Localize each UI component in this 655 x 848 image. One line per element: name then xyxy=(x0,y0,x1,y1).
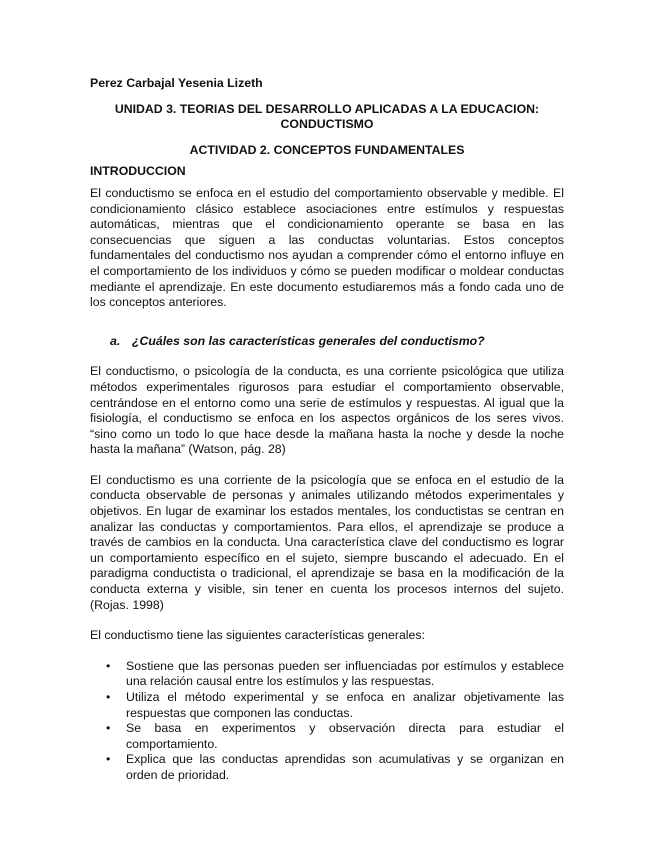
bullet-icon: • xyxy=(106,752,111,767)
list-item xyxy=(90,752,564,783)
intro-heading: INTRODUCCION xyxy=(90,164,186,179)
intro-paragraph: El conductismo se enfoca en el estudio del comportamiento observable y medible. El condicionamiento clásico establece asociaciones entre estímulos y respuestas automáticas, mientras que el condicionamiento operante se basa en las consecuencias que siguen a las conductas voluntarias. Estos conceptos fundamentales del conductismo nos ayudan a comprender cómo el entorno influye en el comportamiento de los individuos y cómo se pueden modificar o moldear conductas mediante el aprendizaje. En este documento estudiaremos más a fondo cada uno de los conceptos anteriores. xyxy=(90,185,564,310)
list-item xyxy=(90,690,564,721)
characteristics-list xyxy=(90,659,564,784)
question-a xyxy=(90,334,564,350)
activity-title: ACTIVIDAD 2. CONCEPTOS FUNDAMENTALES xyxy=(189,142,465,157)
bullet-icon: • xyxy=(106,721,111,736)
unit-title: UNIDAD 3. TEORIAS DEL DESARROLLO APLICADAS A LA EDUCACION: CONDUCTISMO xyxy=(114,101,540,132)
list-item-text: Explica que las conductas aprendidas son acumulativas y se organizan en orden de prioridad. xyxy=(126,752,564,782)
paragraph-2: El conductismo es una corriente de la psicología que se enfoca en el estudio de la conducta observable de personas y animales utilizando métodos experimentales y objetivos. En lugar de examinar los estados mentales, los conductistas se centran en analizar las conductas y comportamientos. Para ellos, el aprendizaje se produce a través de cambios en la conducta. Una característica clave del conductismo es lograr un comportamiento específico en el sujeto, siempre buscando el adecuado. En el paradigma conductista o tradicional, el aprendizaje se basa en la modificación de la conducta externa y visible, sin tener en cuenta los procesos internos del sujeto. (Rojas. 1998) xyxy=(90,472,564,612)
list-item-text: Sostiene que las personas pueden ser influenciadas por estímulos y establece una relación causal entre los estímulos y las respuestas. xyxy=(126,658,564,689)
document-body xyxy=(90,76,564,784)
list-item-text: Utiliza el método experimental y se enfoca en analizar objetivamente las respuestas que componen las conductas. xyxy=(126,690,564,720)
bullet-icon: • xyxy=(106,658,111,673)
list-item xyxy=(90,721,564,752)
question-a-text: ¿Cuáles son las características generales del conductismo? xyxy=(132,333,485,348)
paragraph-3: El conductismo tiene las siguientes características generales: xyxy=(90,628,425,643)
paragraph-1: El conductismo, o psicología de la conducta, es una corriente psicológica que utiliza métodos experimentales rigurosos para estudiar el comportamiento observable, centrándose en el entorno como una serie de estímulos y respuestas. Al igual que la fisiología, el conductismo se enfoca en los aspectos orgánicos de los seres vivos. “sino como un todo lo que hace desde la mañana hasta la noche y desde la noche hasta la mañana” (Watson, pág. 28) xyxy=(90,364,564,457)
bullet-icon: • xyxy=(106,690,111,704)
list-item xyxy=(90,659,564,690)
question-a-letter: a. xyxy=(110,333,121,348)
author-name: Perez Carbajal Yesenia Lizeth xyxy=(90,76,263,90)
list-item-text: Se basa en experimentos y observación directa para estudiar el comportamiento. xyxy=(126,721,564,751)
